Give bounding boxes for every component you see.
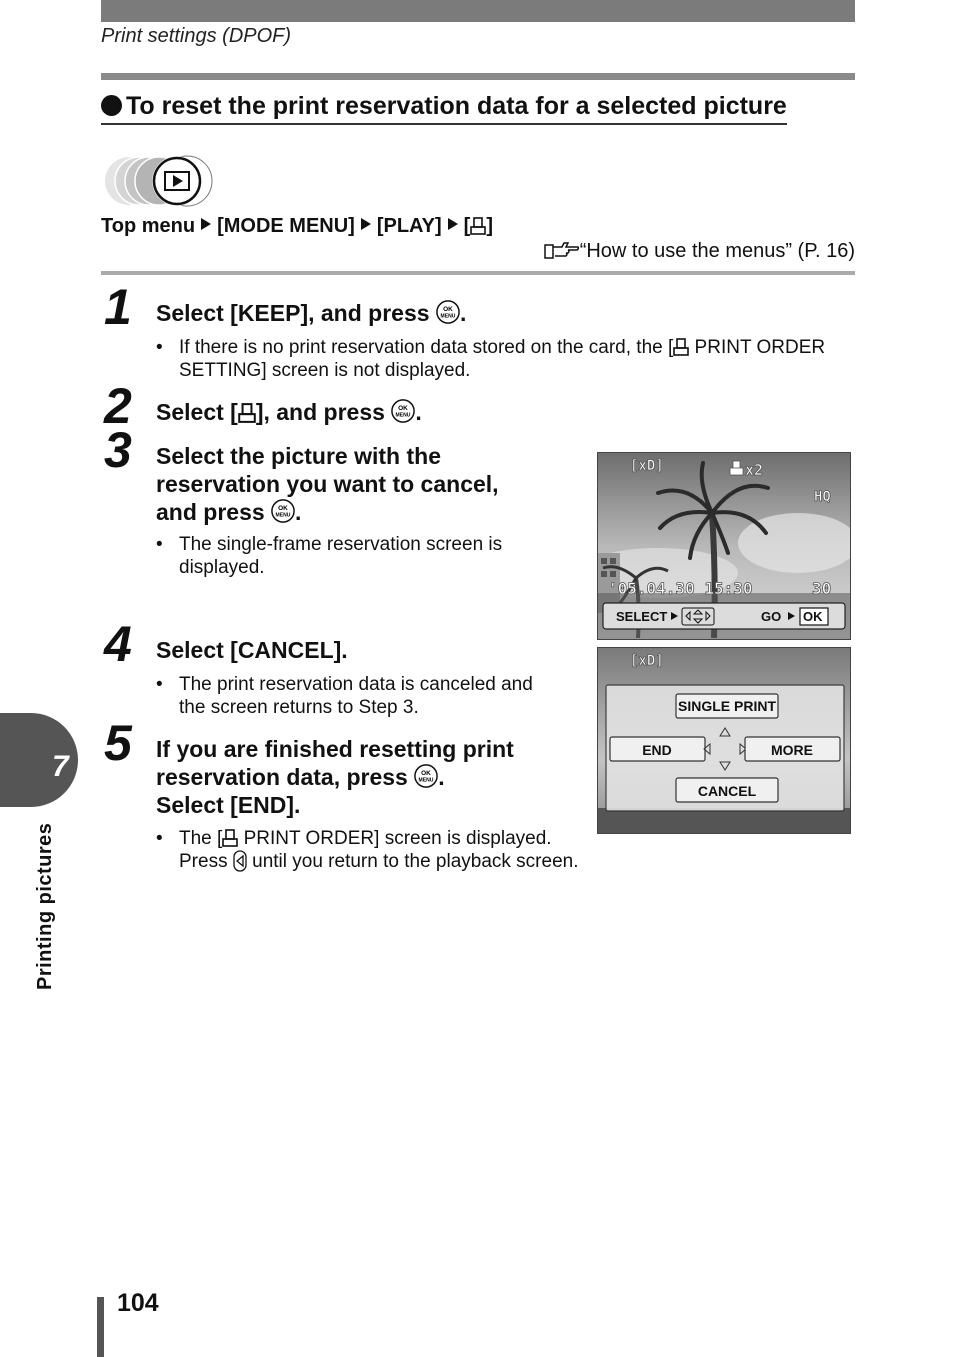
chapter-number: 7 xyxy=(52,750,69,783)
step-5-note-line-1 xyxy=(179,827,639,850)
bracket-close: ] xyxy=(486,215,493,237)
step-4-text: Select [CANCEL]. xyxy=(156,637,348,663)
menu-reference xyxy=(544,240,855,263)
step-5-note-b: PRINT ORDER] screen is displayed. xyxy=(238,828,552,849)
header-rule xyxy=(101,73,855,80)
single-print-option[interactable] xyxy=(676,694,778,718)
step-5-number: 5 xyxy=(104,715,132,771)
top-bar xyxy=(101,0,855,22)
bullet-mark: • xyxy=(156,674,163,695)
card-indicator: [xD] xyxy=(630,458,664,474)
step-5-line-2 xyxy=(156,763,586,791)
step-2-number: 2 xyxy=(104,378,132,434)
page-number-bar xyxy=(97,1297,104,1357)
step-5-note-line-2 xyxy=(179,850,639,873)
step-2-label-a: Select [ xyxy=(156,399,238,425)
step-2-label-b: ], and press xyxy=(255,399,385,425)
ok-menu-button-icon xyxy=(271,499,295,523)
step-3-note xyxy=(156,533,539,579)
page-number: 104 xyxy=(117,1289,159,1317)
print-count: x2 xyxy=(745,461,764,479)
print-order-icon xyxy=(238,403,256,423)
ok-menu-button-icon xyxy=(414,764,438,788)
step-3-period: . xyxy=(295,499,302,525)
step-5-text xyxy=(156,735,586,819)
step-3-number: 3 xyxy=(104,422,132,478)
menu-label: MENU xyxy=(440,313,456,320)
camera-screen-single-frame xyxy=(597,452,851,640)
step-5-note-c: Press xyxy=(179,851,233,872)
step-4-note xyxy=(156,673,539,719)
menu-path-mode-menu: [MODE MENU] xyxy=(217,215,355,237)
single-print-label: SINGLE PRINT xyxy=(677,698,777,714)
arrow-pad-left-icon xyxy=(233,850,247,872)
quality-indicator: HQ xyxy=(814,489,831,505)
running-title: Print settings (DPOF) xyxy=(101,25,292,47)
menu-label: MENU xyxy=(275,512,291,519)
step-1-note xyxy=(156,336,829,382)
print-order-icon xyxy=(222,829,238,847)
ok-label: OK xyxy=(421,770,432,778)
menu-path-play: [PLAY] xyxy=(376,215,442,237)
camera-screen-cancel-menu xyxy=(597,647,851,834)
step-3-line-3 xyxy=(156,498,556,526)
section-title-text: To reset the print reservation data for a selected picture xyxy=(126,92,787,120)
playback-mode-icon xyxy=(103,155,213,207)
palm-tree-photo xyxy=(598,453,850,639)
step-2-period: . xyxy=(415,399,422,425)
ok-label: OK xyxy=(398,405,409,413)
go-label: GO xyxy=(761,609,782,624)
arrow-right-icon xyxy=(361,218,371,230)
step-5-note-a: The [ xyxy=(179,828,223,849)
palm-tree-photo xyxy=(598,648,850,833)
step-5-line-1: If you are finished resetting print xyxy=(156,736,514,762)
step-3-line-3-text: and press xyxy=(156,499,265,525)
steps-rule xyxy=(101,271,855,275)
print-order-icon xyxy=(673,338,689,356)
step-5-period: . xyxy=(438,764,445,790)
step-1-period: . xyxy=(459,300,467,326)
step-1-number: 1 xyxy=(104,279,132,335)
menu-path xyxy=(101,215,493,238)
ok-menu-button-icon xyxy=(436,300,460,324)
step-5-line-3: Select [END]. xyxy=(156,792,301,818)
step-1-note-a: If there is no print reservation data stored on the card, the [ xyxy=(179,337,674,358)
more-option[interactable] xyxy=(745,737,840,761)
step-3-note-text: The single-frame reservation screen is displayed. xyxy=(179,534,503,578)
cancel-option[interactable] xyxy=(676,778,778,802)
ok-label: OK xyxy=(443,306,453,314)
end-label: END xyxy=(642,742,672,758)
menu-label: MENU xyxy=(395,412,411,419)
step-5-note xyxy=(156,827,639,873)
step-3-line-2: reservation you want to cancel, xyxy=(156,471,499,497)
section-title xyxy=(101,92,787,125)
end-option[interactable] xyxy=(610,737,705,761)
step-1-note-b: PRINT ORDER SETTING] screen is not displayed. xyxy=(179,337,826,381)
frame-number: 30 xyxy=(812,579,832,598)
step-3-line-1: Select the picture with the xyxy=(156,443,441,469)
step-1-label: Select [KEEP], and press xyxy=(156,300,430,326)
cancel-label: CANCEL xyxy=(697,783,757,799)
pointing-hand-icon xyxy=(544,240,580,260)
reference-text: “How to use the menus” (P. 16) xyxy=(579,240,855,262)
ok-label: OK xyxy=(803,609,823,624)
ok-menu-button-icon xyxy=(391,399,415,423)
step-2-text xyxy=(156,398,422,426)
arrow-right-icon xyxy=(201,218,211,230)
chapter-label: Printing pictures xyxy=(34,822,56,990)
select-label: SELECT xyxy=(616,609,668,624)
step-1-text xyxy=(156,299,466,327)
date-time: '05.04.30 15:30 xyxy=(608,579,753,598)
bullet-mark: • xyxy=(156,337,163,358)
card-indicator: [xD] xyxy=(630,653,664,669)
step-4-note-text: The print reservation data is canceled and the screen returns to Step 3. xyxy=(179,674,533,718)
bullet-mark: • xyxy=(156,828,163,849)
bracket-open: [ xyxy=(463,215,471,237)
more-label: MORE xyxy=(771,742,813,758)
bullet-dot-icon xyxy=(101,95,122,116)
arrow-right-icon xyxy=(448,218,458,230)
print-order-icon xyxy=(470,217,486,235)
bullet-mark: • xyxy=(156,534,163,555)
menu-label: MENU xyxy=(418,777,434,784)
step-5-line-2-text: reservation data, press xyxy=(156,764,408,790)
step-3-text xyxy=(156,442,556,526)
menu-path-top: Top menu xyxy=(101,215,196,237)
step-4-number: 4 xyxy=(104,616,132,672)
ok-label: OK xyxy=(278,505,288,513)
step-5-note-d: until you return to the playback screen. xyxy=(246,851,579,872)
